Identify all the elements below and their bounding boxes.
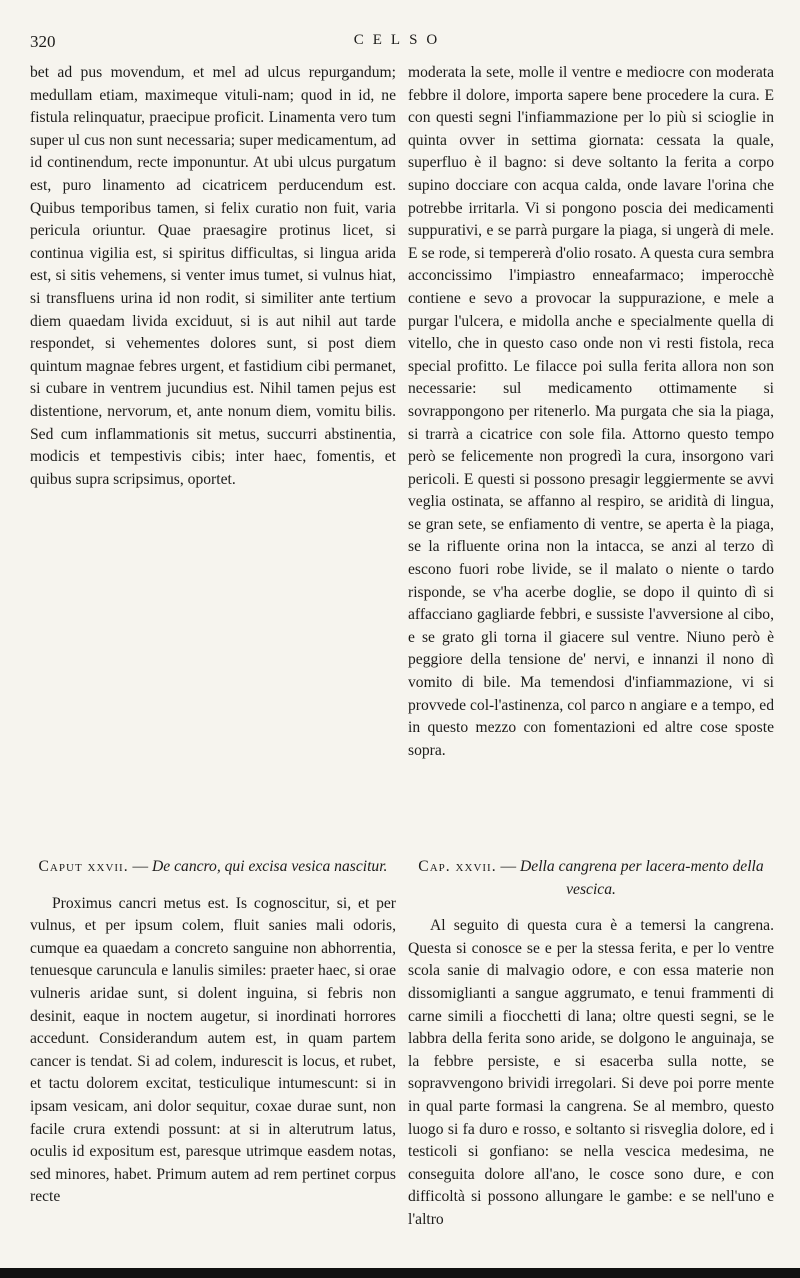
- italian-chapter-subject: Della cangrena per lacera-mento della vescica.: [520, 858, 764, 898]
- running-head: CELSO: [353, 32, 447, 48]
- latin-chapter-label: Caput xxvii.: [38, 858, 129, 875]
- page-number: 320: [30, 32, 56, 51]
- latin-continuation: [30, 62, 396, 491]
- latin-paragraph: bet ad pus movendum, et mel ad ulcus repurgandum; medullam etiam, maximeque vituli-nam; quod in id, ne fistula relinquatur, praecipue proficit. Linamenta vero tum super ul cus non sunt necessaria; super medicamentum, ad id continendum, recte imponuntur. At ubi ulcus purgatum est, puro linamento ad cicatricem perducendum est. Quibus temporibus tamen, si felix curatio non fuit, varia pericula oriuntur. Quae praesagire protinus licet, si continua vigilia est, si spiritus difficultas, si lingua arida est, si sitis vehemens, si venter imus tumet, si vulnus hiat, si transfluens urina id non rodit, si similiter ante tertium diem quaedam livida exciduut, si is aut nihil aut tarde respondet, si vehementes dolores sunt, si post diem quintum magnae febres urgent, et fastidium cibi permanet, si cubare in ventrem jucundius est. Nihil tamen pejus est distentione, nervorum, et, ante nonum diem, vomitu bilis. Sed cum inflammationis sit metus, succurri abstinentia, modicis et tempestivis cibis; inter haec, fomentis, et quibus supra scripsimus, oportet.: [30, 64, 396, 488]
- latin-chapter: [30, 856, 396, 1209]
- latin-chapter-dash: —: [132, 858, 149, 875]
- italian-chapter: [408, 856, 774, 1232]
- italian-chapter-text: Al seguito di questa cura è a temersi la cangrena. Questa si conosce se e per la stessa ferita, e per lo ventre scola sanie di malvagio odore, e con essa materie non dissomiglianti a sangue aggrumato, e tenui frammenti di carne simili a fiocchetti di lana; oltre questi segni, se le labbra della ferita sono aride, se dolgono le anguinaja, se la febbre persiste, e si esacerba sulla notte, se sopravvengono brividi irregolari. Si deve poi porre mente in qual parte formasi la cangrena. Se al membro, questo luogo si fa duro e rosso, e soltanto si risveglia dolore, ed i testicoli si gonfiano: se nella vescica medesima, ne conseguita dolore all'ano, le cosce sono dure, e con difficoltà si possono allungare le gambe: e se nell'uno e l'altro: [408, 917, 774, 1228]
- latin-chapter-heading: [30, 856, 396, 879]
- latin-chapter-subject: De cancro, qui excisa vesica nascitur.: [152, 858, 388, 875]
- latin-chapter-text: Proximus cancri metus est. Is cognoscitur, si, et per vulnus, et per ipsum colem, fluit sanies mali odoris, cumque ea quaedam a concreto sanguine non abhorrentia, tenuesque caruncula e lanulis similes: praeter haec, si orae vulneris aridae sunt, si dolent inguina, si febris non desinit, eaque in noctem augetur, si inordinati horrores accedunt. Considerandum autem est, in quam partem cancer is tendat. Si ad colem, indurescit is locus, et rubet, et tactu dolorem excitat, testiculique intumescunt: si in ipsam vesicam, ani dolor sequitur, coxae durae sunt, non facile crura extendi possunt: at si in alterutrum latus, oculis id expositum est, paresque utrimque easdem notas, sed minores, habet. Primum autem ad rem pertinet corpus recte: [30, 894, 396, 1206]
- italian-chapter-label: Cap. xxvii.: [418, 858, 497, 875]
- page-header: [30, 30, 770, 60]
- bottom-scan-edge: [0, 1268, 800, 1278]
- italian-continuation: [408, 62, 774, 762]
- italian-chapter-dash: —: [500, 858, 517, 875]
- italian-paragraph: moderata la sete, molle il ventre e mediocre con moderata febbre il dolore, importa sapere bene procedere la cura. E con questi segni l'infiammazione per lo più si scioglie in quinta ovver in settima giornata: cessata la quale, superfluo è il bagno: si deve soltanto la ferita a corpo supino docciare con acqua calda, onde lavare l'orina che potrebbe irritarla. Vi si pongono poscia dei medicamenti suppurativi, e se parrà purgare la piaga, si ungerà di mele. E se rode, si tempererà d'olio rosato. A questa cura sembra acconcissimo l'impiastro enneafarmaco; imperocchè contiene e sevo a provocar la suppurazione, e mele a purgar l'ulcera, e midolla anche e specialmente quella di vitello, che in questo caso onde non vi resti fistola, reca special profitto. Le filacce poi sulla ferita allora non son necessarie: sul medicamento ottimamente si sovrappongono per ritenerlo. Ma purgata che sia la piaga, si trarrà a cicatrice con sole fila. Attorno questo tempo però se felicemente non progredì la cura, insorgono vari pericoli. E questi si possono presagir leggiermente se avvi veglia ostinata, se affanno al respiro, se aridità di lingua, se gran sete, se enfiamento di ventre, se aperta è la piaga, se la rifluente orina non la intacca, se anzi al terzo dì escono fuori robe livide, se il malato o niente o tardo risponde, se v'ha acerbe doglie, se dopo il quinto dì si affacciano gagliarde febbri, e sussiste l'avversione al cibo, e se grato gli torna il giacere sul ventre. Niuno però è peggiore della tensione de' nervi, e innanzi il nono dì vomito di bile. Ma temendosi d'infiammazione, vi si provvede col-l'astinenza, col parco n angiare e a tempo, ed in questo mezzo con fomentazioni ed altre cose sposte sopra.: [408, 64, 774, 759]
- italian-chapter-heading: [408, 856, 774, 901]
